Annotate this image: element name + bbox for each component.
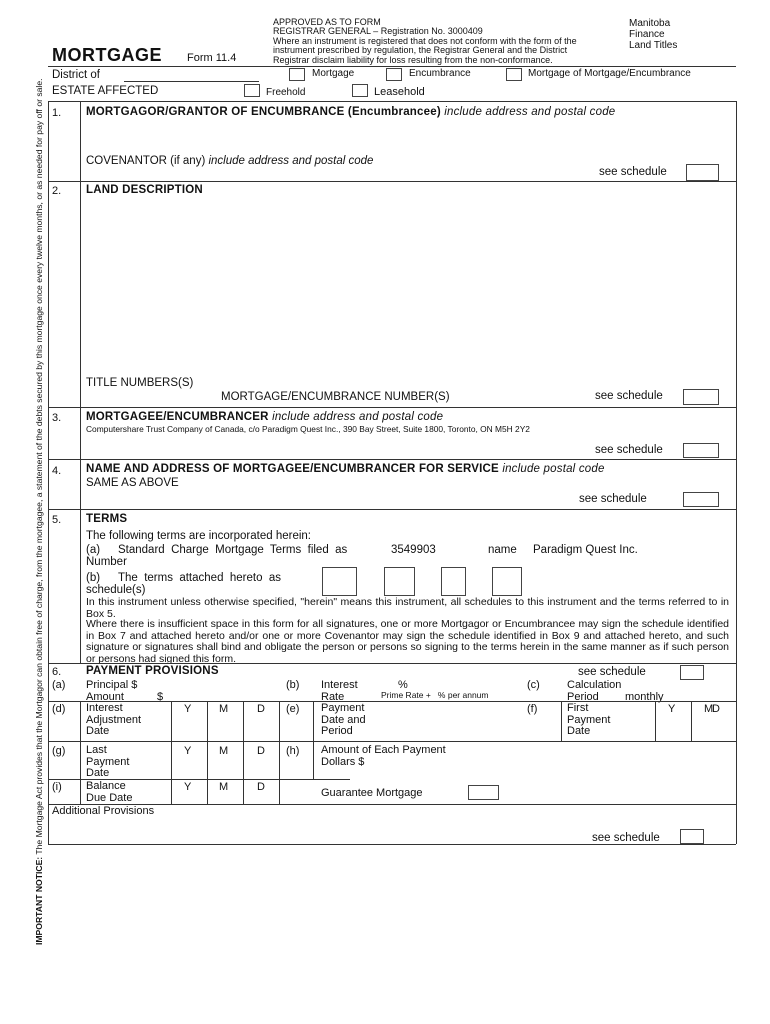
row-rule	[48, 701, 736, 702]
freehold-label: Freehold	[266, 87, 306, 98]
schedule-box[interactable]	[322, 567, 357, 596]
district-field[interactable]	[124, 81, 259, 82]
section-rule	[48, 181, 736, 182]
approval-line: instrument prescribed by regulation, the Registrar General and the District	[273, 45, 568, 56]
schedule-box[interactable]	[384, 567, 415, 596]
label-line: Period	[321, 725, 353, 737]
principal-label: Principal $	[86, 679, 138, 691]
month-label: M	[219, 703, 229, 715]
label-line: Dollars $	[321, 755, 365, 768]
last-payment-label	[86, 745, 129, 780]
important-notice-text: The Mortgage Act provides that the Mortgagor can obtain free of charge, from the mortgagee, a statement of the debts secured by this mortgage once every twelve months, or as needed for pay off or sale.	[34, 78, 44, 855]
terms-name-value[interactable]: Paradigm Quest Inc.	[533, 544, 638, 556]
important-notice-label: IMPORTANT NOTICE:	[34, 856, 44, 945]
label-line: Interest	[86, 702, 123, 714]
section-mortgagor	[86, 106, 615, 118]
section-title: NAME AND ADDRESS OF MORTGAGEE/ENCUMBRANCER FOR SERVICE	[86, 463, 499, 475]
schedule-box[interactable]	[492, 567, 522, 596]
section-number: 2.	[52, 185, 62, 197]
mortgage-numbers-label: MORTGAGE/ENCUMBRANCE NUMBER(S)	[221, 391, 450, 403]
agency-line: Finance	[629, 29, 665, 40]
see-schedule-label: see schedule	[595, 390, 663, 402]
interest-adjustment-label	[86, 703, 141, 738]
agency-line: Land Titles	[629, 40, 678, 51]
row-rule	[48, 741, 736, 742]
see-schedule-label: see schedule	[592, 832, 660, 844]
covenantor-title: COVENANTOR (if any)	[86, 155, 206, 167]
section-number: 4.	[52, 465, 62, 477]
mortgage-of-mortgage-option-label: Mortgage of Mortgage/Encumbrance	[528, 68, 691, 79]
column-rule	[243, 701, 244, 804]
label-line: Payment	[321, 702, 365, 714]
encumbrance-checkbox[interactable]	[386, 68, 402, 81]
column-rule	[171, 701, 172, 804]
additional-provisions-label: Additional Provisions	[52, 805, 155, 817]
first-payment-label	[567, 703, 610, 738]
item-label: (a)	[52, 679, 66, 691]
freehold-checkbox[interactable]	[244, 84, 260, 97]
section-rule	[48, 459, 736, 460]
approval-line: Registrar disclaim liability for loss resulting from the non-conformance.	[273, 54, 553, 65]
schedule-checkbox[interactable]	[683, 389, 719, 405]
item-label: (i)	[52, 781, 62, 793]
approval-note	[273, 18, 623, 65]
calculation-value[interactable]: monthly	[625, 691, 664, 703]
service-value[interactable]: SAME AS ABOVE	[86, 477, 179, 489]
section-number: 3.	[52, 412, 62, 424]
form-right-border	[736, 101, 737, 844]
label-line: Balance	[86, 780, 126, 792]
amount-label: Amount	[86, 691, 124, 703]
section-number: 6.	[52, 666, 62, 678]
label-line: Payment	[567, 713, 611, 726]
payment-date-label	[321, 703, 366, 738]
month-label: M	[704, 703, 714, 715]
terms-number-word: Number	[86, 556, 127, 568]
terms-b-text: schedule(s)	[86, 584, 146, 596]
see-schedule-label: see schedule	[599, 166, 667, 178]
guarantee-label: Guarantee Mortgage	[321, 787, 423, 799]
form-left-border	[48, 101, 49, 844]
guarantee-checkbox[interactable]	[468, 785, 499, 800]
section-note: include postal code	[502, 463, 605, 475]
mortgagee-value[interactable]: Computershare Trust Company of Canada, c/o Paradigm Quest Inc., 390 Bay Street, Suite 1800, Toronto, ON M5H 2Y2	[86, 424, 530, 434]
section-title: TERMS	[86, 513, 128, 525]
label-line: Adjustment	[86, 713, 142, 726]
label-line: Payment	[86, 755, 130, 768]
number-column-rule	[80, 101, 81, 663]
percent-sign: %	[398, 679, 408, 691]
district-label: District of	[52, 69, 100, 81]
label-line: Date	[567, 725, 591, 737]
year-label: Y	[184, 781, 192, 793]
leasehold-checkbox[interactable]	[352, 84, 368, 97]
section-number: 5.	[52, 514, 62, 526]
terms-b-text: The terms attached hereto as	[118, 572, 281, 584]
section-rule	[48, 509, 736, 510]
encumbrance-option-label: Encumbrance	[409, 68, 471, 79]
section-title: PAYMENT PROVISIONS	[86, 665, 219, 677]
column-rule	[655, 701, 656, 741]
mortgage-option-label: Mortgage	[312, 68, 355, 79]
column-rule	[313, 701, 314, 741]
schedule-checkbox[interactable]	[683, 492, 719, 507]
rate-label: Rate	[321, 691, 345, 703]
schedule-box[interactable]	[441, 567, 466, 596]
terms-name-label: name	[488, 544, 517, 556]
day-label: D	[257, 745, 265, 757]
schedule-checkbox[interactable]	[680, 829, 704, 844]
section-title: MORTGAGOR/GRANTOR OF ENCUMBRANCE (Encumbrancee)	[86, 106, 441, 118]
day-label: D	[712, 703, 720, 715]
section-note: include address and postal code	[272, 411, 444, 423]
item-label: (d)	[52, 703, 66, 715]
mortgage-checkbox[interactable]	[289, 68, 305, 81]
item-label: (c)	[527, 679, 540, 691]
estate-label: ESTATE AFFECTED	[52, 85, 159, 97]
section-rule	[48, 663, 736, 664]
label-line: Date	[86, 725, 110, 737]
approval-line: APPROVED AS TO FORM	[273, 17, 381, 27]
label-line: Date	[86, 767, 110, 779]
agency-line: Manitoba	[629, 18, 671, 29]
schedule-checkbox[interactable]	[680, 665, 704, 680]
covenantor-note: include address and postal code	[208, 155, 374, 167]
label-line: Due Date	[86, 791, 133, 804]
section-mortgagee	[86, 411, 443, 423]
approval-line: REGISTRAR GENERAL – Registration No. 3000409	[273, 26, 483, 37]
balance-due-label	[86, 781, 132, 804]
schedule-checkbox[interactable]	[686, 164, 719, 181]
amount-each-payment-label	[321, 745, 446, 768]
section-service	[86, 463, 605, 475]
form-top-rule	[48, 101, 736, 102]
header-rule	[48, 66, 736, 67]
see-schedule-label: see schedule	[579, 493, 647, 505]
column-rule	[279, 701, 280, 804]
label-line: Date and	[321, 713, 366, 726]
form-bottom-rule	[48, 844, 736, 845]
amount-currency: $	[157, 691, 164, 703]
terms-paragraph: In this instrument unless otherwise specified, "herein" means this instrument, all schedules to this instrument and the terms referred to in Box 5.	[86, 596, 729, 620]
year-label: Y	[184, 745, 192, 757]
schedule-checkbox[interactable]	[683, 443, 719, 458]
item-label: (f)	[527, 703, 538, 715]
page-title: MORTGAGE	[52, 45, 162, 65]
terms-a-label: (a)	[86, 544, 101, 556]
year-label: Y	[668, 703, 676, 715]
column-rule	[80, 701, 81, 804]
see-schedule-label: see schedule	[578, 666, 646, 678]
terms-a-text: Standard Charge Mortgage Terms filed as	[118, 544, 348, 556]
approval-line: Where an instrument is registered that does not conform with the form of the	[273, 35, 577, 46]
day-label: D	[257, 781, 265, 793]
section-rule	[48, 407, 736, 408]
agency-name	[629, 18, 677, 51]
see-schedule-label: see schedule	[595, 444, 663, 456]
leasehold-label: Leasehold	[374, 86, 425, 98]
important-notice	[34, 78, 44, 945]
label-line: Amount of Each Payment	[321, 744, 446, 756]
section-title: MORTGAGEE/ENCUMBRANCER	[86, 411, 269, 423]
period-label: Period	[567, 691, 599, 703]
item-label: (e)	[286, 703, 300, 715]
section-note: include address and postal code	[444, 106, 616, 118]
year-label: Y	[184, 703, 192, 715]
column-rule	[207, 701, 208, 804]
rate-value[interactable]: Prime Rate + % per annum	[381, 690, 489, 700]
label-line: Last	[86, 744, 107, 756]
title-numbers-label: TITLE NUMBERS(S)	[86, 377, 194, 389]
item-label: (g)	[52, 745, 66, 757]
interest-label: Interest	[321, 679, 358, 691]
section-title: LAND DESCRIPTION	[86, 184, 203, 196]
mortgage-of-mortgage-checkbox[interactable]	[506, 68, 522, 81]
section-number: 1.	[52, 107, 62, 119]
day-label: D	[257, 703, 265, 715]
form-number: Form 11.4	[187, 52, 237, 64]
month-label: M	[219, 781, 229, 793]
terms-b-label: (b)	[86, 572, 101, 584]
label-line: First	[567, 702, 589, 714]
column-rule	[313, 741, 314, 779]
calculation-label: Calculation	[567, 679, 622, 691]
column-rule	[561, 701, 562, 741]
terms-intro: The following terms are incorporated herein:	[86, 530, 312, 542]
column-rule	[691, 701, 692, 741]
month-label: M	[219, 745, 229, 757]
covenantor-label	[86, 155, 373, 167]
item-label: (b)	[286, 679, 300, 691]
terms-a-number[interactable]: 3549903	[391, 544, 436, 556]
terms-paragraph: Where there is insufficient space in this form for all signatures, one or more Mortgagor or Encumbrancee may sign the schedule identified in Box 7 and attached hereto and/or one or more Covenantor may sign the schedule identified in Box 9 and attached hereto, and such signature or signatures shall bind and obligate the person or persons so signing to the terms herein in the same manner as if such person or persons had signed this form.	[86, 618, 729, 665]
item-label: (h)	[286, 745, 300, 757]
